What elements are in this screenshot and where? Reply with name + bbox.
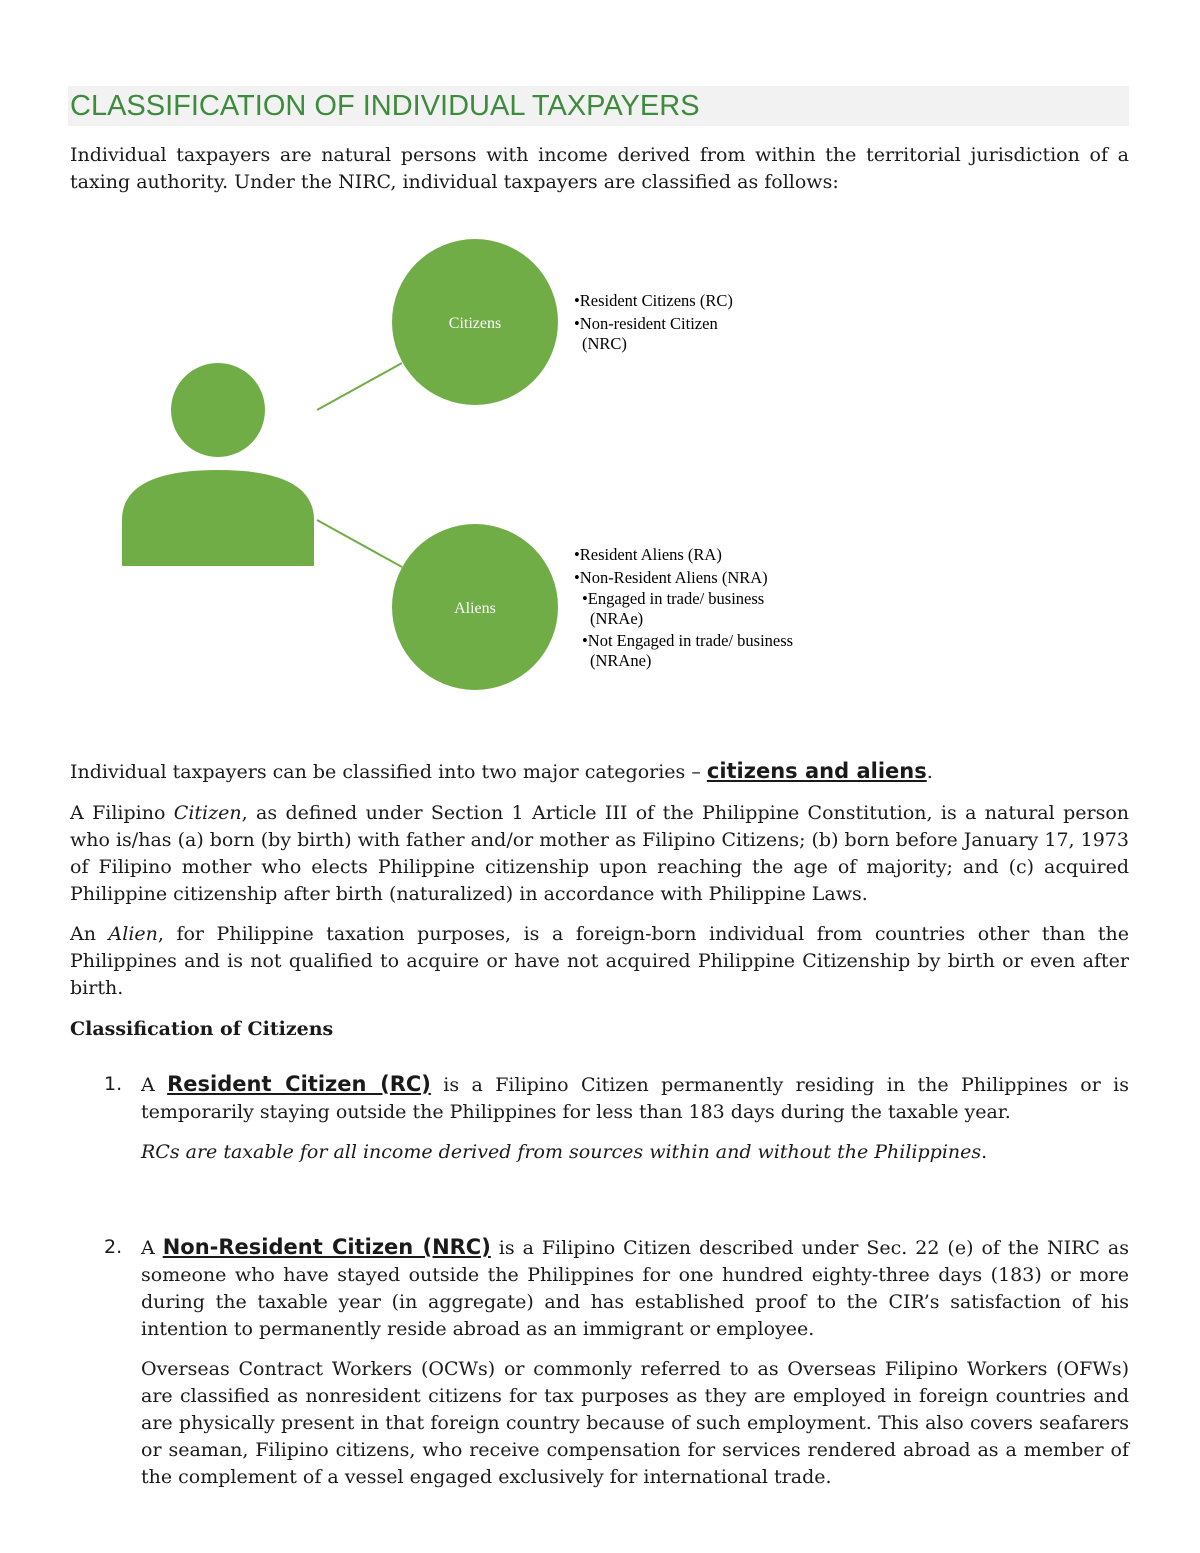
aliens-item: (NRAe) [590, 609, 644, 628]
citizens-item: •Resident Citizens (RC) [574, 291, 733, 310]
citizens-item: •Non-resident Citizen [574, 314, 718, 333]
person-body-icon [122, 470, 314, 566]
section-heading: Classification of Citizens [70, 1018, 334, 1040]
connector-citizens [317, 363, 402, 410]
citizens-item: (NRC) [582, 334, 627, 353]
aliens-item: •Resident Aliens (RA) [574, 545, 722, 564]
categories-end: . [926, 761, 933, 783]
item-note [141, 1356, 1129, 1491]
alien-term: Alien [108, 923, 158, 945]
item-text: A [141, 1074, 168, 1096]
main-content [70, 758, 1129, 1491]
aliens-item: •Engaged in trade/ business [582, 589, 765, 608]
categories-emphasis: citizens and aliens [706, 759, 927, 783]
categories-paragraph [70, 758, 1129, 786]
citizens-label: Citizens [448, 315, 502, 332]
item-definition [141, 1234, 1129, 1343]
alien-def-text: , for Philippine taxation purposes, is a foreign-born individual from countries other than the Philippines and is not qualified to acquire or have not acquired Philippine Citizenship by birth or even after birth. [70, 923, 1130, 999]
item-note [141, 1139, 1129, 1166]
list-number: 2. [104, 1236, 123, 1258]
citizen-definition [70, 800, 1129, 908]
person-head-icon [171, 363, 265, 457]
intro-text: Individual taxpayers are natural persons with income derived from within the territorial jurisdiction of a taxing authority. Under the NIRC, individual taxpayers are classified as follows: [70, 144, 1129, 193]
list-item [70, 1234, 1129, 1491]
alien-def-text: An [70, 923, 109, 945]
aliens-item: •Non-Resident Aliens (NRA) [574, 568, 768, 587]
item-text: is a Filipino Citizen permanently residing in the Philippines or is temporarily staying outside the Philippines for less than 183 days during the taxable year. [141, 1074, 1130, 1123]
classification-diagram [0, 0, 1200, 720]
alien-definition [70, 921, 1129, 1002]
categories-text: Individual taxpayers can be classified into two major categories – [70, 761, 707, 783]
citizen-def-text: A Filipino [70, 802, 174, 824]
item-note-end: . [981, 1141, 988, 1163]
item-definition [141, 1071, 1129, 1126]
item-text: A [141, 1237, 163, 1259]
aliens-label: Aliens [454, 600, 496, 617]
citizen-classification-list [70, 1071, 1129, 1491]
citizen-term: Citizen [173, 802, 242, 824]
item-term: Resident Citizen (RC) [167, 1072, 431, 1096]
page-title: CLASSIFICATION OF INDIVIDUAL TAXPAYERS [70, 89, 700, 122]
aliens-item: •Not Engaged in trade/ business [582, 631, 794, 650]
item-note-text: RCs are taxable for all income derived from sources within and without the Philippines [141, 1141, 982, 1163]
item-note-text: Overseas Contract Workers (OCWs) or commonly referred to as Overseas Filipino Workers (OFWs) are classified as nonresident citizens for tax purposes as they are employed in foreign countries and are physically present in that foreign country because of such employment. This also covers seafarers or seaman, Filipino citizens, who receive compensation for services rendered abroad as a member of the complement of a vessel engaged exclusively for international trade. [141, 1358, 1129, 1488]
list-item [70, 1071, 1129, 1166]
list-number: 1. [104, 1073, 123, 1095]
aliens-item: (NRAne) [590, 651, 652, 670]
item-term: Non-Resident Citizen (NRC) [162, 1235, 491, 1259]
connector-aliens [317, 520, 402, 567]
citizen-def-text: , as defined under Section 1 Article III of the Philippine Constitution, is a natural person who is/has (a) born (by birth) with father and/or mother as Filipino Citizens; (b) born before January 17, 1973 of Filipino mother who elects Philippine citizenship upon reaching the age of majority; and (c) acquired Philippine citizenship after birth (naturalized) in accordance with Philippine Laws. [70, 802, 1129, 905]
item-text: is a Filipino Citizen described under Sec. 22 (e) of the NIRC as someone who have stayed outside the Philippines for one hundred eighty-three days (183) or more during the taxable year (in aggregate) and has established proof to the CIR’s satisfaction of his intention to permanently reside abroad as an immigrant or employee. [141, 1237, 1129, 1340]
